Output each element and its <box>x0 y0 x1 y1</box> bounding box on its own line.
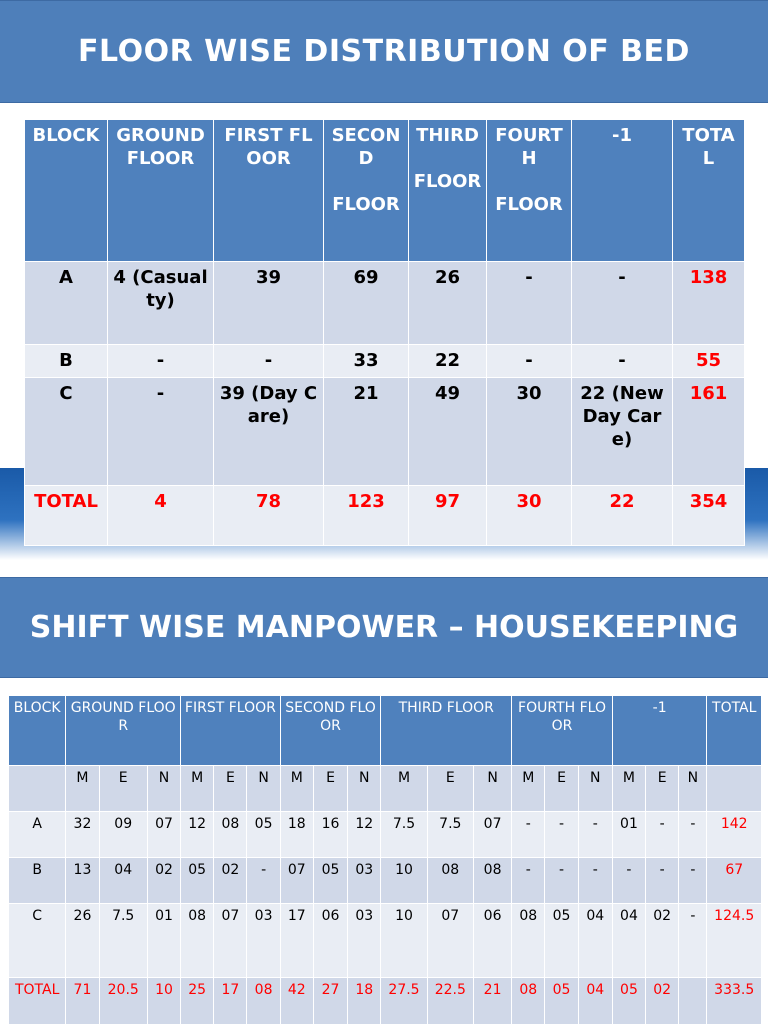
shift-label: N <box>247 766 280 812</box>
cell: - <box>679 812 707 858</box>
cell: - <box>108 345 214 378</box>
cell: B <box>25 345 108 378</box>
cell: 07 <box>473 812 511 858</box>
cell: 05 <box>181 858 214 904</box>
cell: 97 <box>409 486 487 546</box>
shift-label: E <box>427 766 473 812</box>
table-row <box>25 262 745 345</box>
cell: 08 <box>214 812 247 858</box>
header-minus1: -1 <box>572 120 673 262</box>
shift-label: E <box>313 766 347 812</box>
cell: - <box>487 262 572 345</box>
cell: - <box>512 812 545 858</box>
cell: C <box>25 378 108 486</box>
cell-total: 138 <box>673 262 745 345</box>
cell: 04 <box>612 904 645 978</box>
cell: 08 <box>247 978 280 1024</box>
header-second-floor: SECOND FLOOR <box>280 696 381 766</box>
cell: 02 <box>646 904 679 978</box>
shift-label: N <box>147 766 180 812</box>
cell: 12 <box>348 812 381 858</box>
cell: 10 <box>381 858 427 904</box>
cell: 42 <box>280 978 313 1024</box>
cell: 06 <box>313 904 347 978</box>
cell: 71 <box>66 978 99 1024</box>
cell: 49 <box>409 378 487 486</box>
cell: 08 <box>512 978 545 1024</box>
cell: - <box>679 904 707 978</box>
cell: 25 <box>181 978 214 1024</box>
cell: 78 <box>214 486 324 546</box>
cell: - <box>612 858 645 904</box>
cell: 03 <box>247 904 280 978</box>
cell: 02 <box>147 858 180 904</box>
shift-label: N <box>578 766 612 812</box>
cell: - <box>572 345 673 378</box>
cell: 21 <box>324 378 409 486</box>
cell: 26 <box>66 904 99 978</box>
cell: - <box>679 858 707 904</box>
cell: 01 <box>147 904 180 978</box>
table-row-total <box>25 486 745 546</box>
header-third-floor: THIRD FLOOR <box>381 696 512 766</box>
cell: 08 <box>473 858 511 904</box>
cell: 22 <box>409 345 487 378</box>
shift-label: M <box>512 766 545 812</box>
cell: A <box>9 812 66 858</box>
cell: 27 <box>313 978 347 1024</box>
cell: 07 <box>214 904 247 978</box>
cell: 4 (Casualty) <box>108 262 214 345</box>
cell: TOTAL <box>9 978 66 1024</box>
cell: 20.5 <box>99 978 147 1024</box>
header-second-floor: SECOND FLOOR <box>324 120 409 262</box>
shift-row <box>9 766 762 812</box>
shift-label: M <box>280 766 313 812</box>
cell: 39 (Day Care) <box>214 378 324 486</box>
cell: 04 <box>99 858 147 904</box>
cell-total: 354 <box>673 486 745 546</box>
cell: - <box>545 858 578 904</box>
cell: - <box>578 812 612 858</box>
cell: 01 <box>612 812 645 858</box>
bed-distribution-table <box>24 119 745 546</box>
cell: 02 <box>646 978 679 1024</box>
cell: 05 <box>545 904 578 978</box>
cell: - <box>646 858 679 904</box>
cell: 32 <box>66 812 99 858</box>
slide1-title: FLOOR WISE DISTRIBUTION OF BED <box>0 0 768 103</box>
shift-label: N <box>679 766 707 812</box>
cell: - <box>487 345 572 378</box>
cell: - <box>108 378 214 486</box>
cell: 02 <box>214 858 247 904</box>
cell: 10 <box>147 978 180 1024</box>
cell: 07 <box>280 858 313 904</box>
shift-label: E <box>214 766 247 812</box>
cell: - <box>578 858 612 904</box>
cell: 17 <box>280 904 313 978</box>
cell: 7.5 <box>427 812 473 858</box>
header-first-floor: FIRST FLOOR <box>214 120 324 262</box>
cell: 17 <box>214 978 247 1024</box>
cell: 06 <box>473 904 511 978</box>
cell-empty <box>707 766 762 812</box>
cell: 07 <box>147 812 180 858</box>
shift-label: M <box>612 766 645 812</box>
cell: 05 <box>247 812 280 858</box>
table-row <box>9 812 762 858</box>
shift-label: N <box>348 766 381 812</box>
cell: 04 <box>578 904 612 978</box>
cell: 18 <box>280 812 313 858</box>
cell-total: 55 <box>673 345 745 378</box>
cell: 05 <box>313 858 347 904</box>
cell: 08 <box>427 858 473 904</box>
cell-total: 67 <box>707 858 762 904</box>
cell: 21 <box>473 978 511 1024</box>
cell: 07 <box>427 904 473 978</box>
cell <box>679 978 707 1024</box>
cell: 30 <box>487 486 572 546</box>
slide2-title: SHIFT WISE MANPOWER – HOUSEKEEPING <box>0 577 768 678</box>
header-fourth-floor: FOURTH FLOOR <box>512 696 613 766</box>
cell-empty <box>9 766 66 812</box>
cell: A <box>25 262 108 345</box>
header-block: BLOCK <box>9 696 66 766</box>
table1-header-row <box>25 120 745 262</box>
manpower-table <box>8 695 762 1024</box>
cell: 7.5 <box>381 812 427 858</box>
header-fourth-floor: FOURTH FLOOR <box>487 120 572 262</box>
cell-total: 161 <box>673 378 745 486</box>
cell: - <box>646 812 679 858</box>
cell: 03 <box>348 858 381 904</box>
cell: B <box>9 858 66 904</box>
cell: - <box>214 345 324 378</box>
header-block: BLOCK <box>25 120 108 262</box>
shift-label: M <box>181 766 214 812</box>
cell: 69 <box>324 262 409 345</box>
table-row <box>25 378 745 486</box>
header-total: TOTAL <box>707 696 762 766</box>
cell: 4 <box>108 486 214 546</box>
cell: 39 <box>214 262 324 345</box>
cell: 12 <box>181 812 214 858</box>
shift-label: N <box>473 766 511 812</box>
cell: 10 <box>381 904 427 978</box>
cell: 13 <box>66 858 99 904</box>
cell: 08 <box>512 904 545 978</box>
cell: 09 <box>99 812 147 858</box>
cell-total: 142 <box>707 812 762 858</box>
cell: 27.5 <box>381 978 427 1024</box>
table-row-total <box>9 978 762 1024</box>
cell: 30 <box>487 378 572 486</box>
cell: 22 <box>572 486 673 546</box>
cell: TOTAL <box>25 486 108 546</box>
shift-label: M <box>381 766 427 812</box>
cell: - <box>545 812 578 858</box>
table-row <box>25 345 745 378</box>
header-minus1: -1 <box>612 696 707 766</box>
table-row <box>9 858 762 904</box>
table2-header-row <box>9 696 762 766</box>
cell: 04 <box>578 978 612 1024</box>
cell: 7.5 <box>99 904 147 978</box>
cell: - <box>247 858 280 904</box>
cell: 03 <box>348 904 381 978</box>
cell: 33 <box>324 345 409 378</box>
shift-label: E <box>99 766 147 812</box>
cell: 22.5 <box>427 978 473 1024</box>
header-first-floor: FIRST FLOOR <box>181 696 281 766</box>
header-total: TOTAL <box>673 120 745 262</box>
cell-total: 124.5 <box>707 904 762 978</box>
shift-label: E <box>545 766 578 812</box>
shift-label: E <box>646 766 679 812</box>
cell: 05 <box>545 978 578 1024</box>
cell: 26 <box>409 262 487 345</box>
header-ground-floor: GROUND FLOOR <box>108 120 214 262</box>
cell: - <box>572 262 673 345</box>
cell: 08 <box>181 904 214 978</box>
header-ground-floor: GROUND FLOOR <box>66 696 181 766</box>
header-third-floor: THIRD FLOOR <box>409 120 487 262</box>
cell: 16 <box>313 812 347 858</box>
cell: 18 <box>348 978 381 1024</box>
cell: C <box>9 904 66 978</box>
table-row <box>9 904 762 978</box>
cell: 05 <box>612 978 645 1024</box>
cell-total: 333.5 <box>707 978 762 1024</box>
cell: 22 (New Day Care) <box>572 378 673 486</box>
cell: 123 <box>324 486 409 546</box>
cell: - <box>512 858 545 904</box>
shift-label: M <box>66 766 99 812</box>
